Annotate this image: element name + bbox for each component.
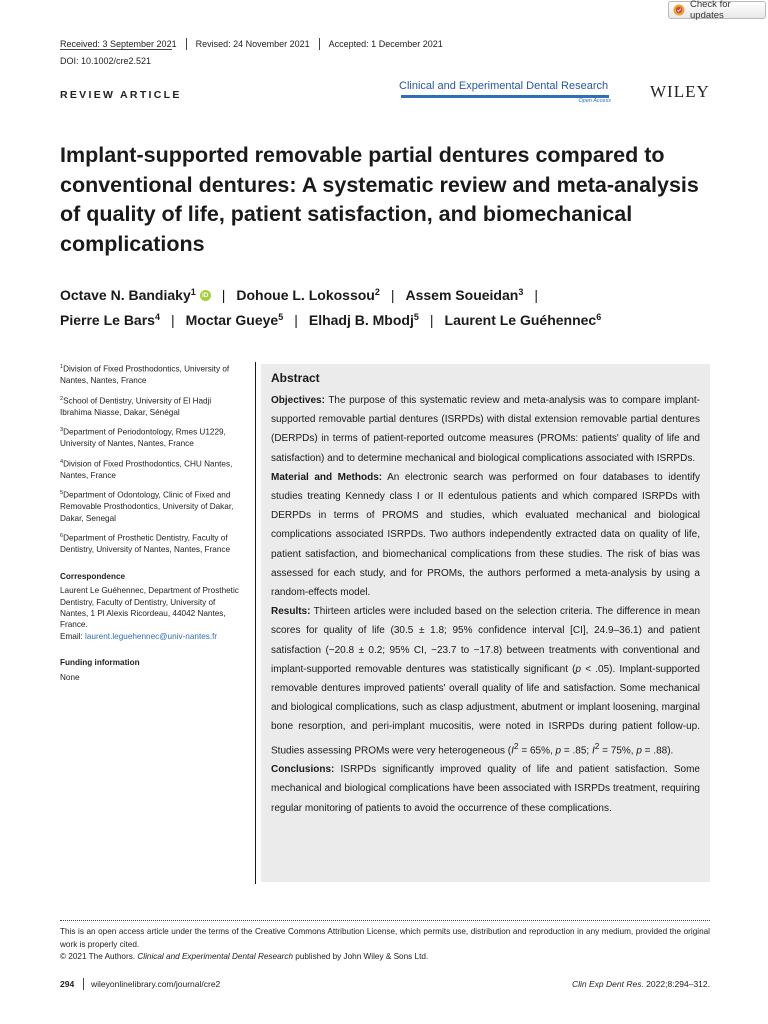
affiliation: $^2$School of Dentistry, University of El Hadji Ibrahima Niasse, Dakar, Sénégal <box>60 395 212 417</box>
open-access-label: Open Access <box>578 98 611 104</box>
correspondence-text: Laurent Le Guéhennec, Department of Prosthetic Dentistry, Faculty of Dentistry, University of Nantes, 1 Pl Alexis Ricordeau, 44042 Nantes, France. Email: laurent.leguehennec@univ-nantes.fr <box>60 586 239 641</box>
author-name[interactable]: Laurent Le Guéhennec$^6$ <box>444 312 602 328</box>
revised-date: Revised: 24 November 2021 <box>186 38 319 50</box>
journal-url-link[interactable]: wileyonlinelibrary.com/journal/cre2 <box>91 979 221 989</box>
author-separator: | <box>221 287 226 303</box>
author-separator: | <box>170 312 175 328</box>
author-name[interactable]: Octave N. Bandiaky$^1$ <box>60 287 196 303</box>
article-title: Implant-supported removable partial dentures compared to conventional dentures: A systematic review and meta-analysis of quality of life, patient satisfaction, and biomechanical complications <box>60 143 699 256</box>
author-name[interactable]: Dohoue L. Lokossou$^2$ <box>236 287 380 303</box>
affiliation: $^4$Division of Fixed Prosthodontics, CHU Nantes, Nantes, France <box>60 458 233 480</box>
author-separator: | <box>390 287 395 303</box>
author-separator: | <box>429 312 434 328</box>
affiliation: $^3$Department of Periodontology, Rmes U1229, University of Nantes, Nantes, France <box>60 427 226 449</box>
citation: Clin Exp Dent Res. 2022;8:294–312. <box>572 979 710 989</box>
copyright-text: © 2021 The Authors. Clinical and Experimental Dental Research published by John Wiley & Sons Ltd. <box>60 952 429 961</box>
correspondence-email-link[interactable]: laurent.leguehennec@univ-nantes.fr <box>85 631 218 641</box>
author-list-row-2 <box>60 312 601 328</box>
abstract-objectives: Objectives: The purpose of this systematic review and meta-analysis was to compare implant-supported removable partial dentures (ISRPDs) with distal extension removable partial dentures (DERPDs) in terms of patient-reported outcome measures (PROMs: patients' quality of life and satisfaction) and to determine mechanical and biological complications associated with ISRPDs. <box>271 395 700 464</box>
update-badge-icon <box>673 4 685 16</box>
abstract-methods: Material and Methods: An electronic search was performed on four databases to identify studies treating Kennedy class I or II edentulous patients and which compared ISRPDs with DERPDs in terms of PROMS and studies, which evaluated mechanical and biological complications associated ISRPDs. Two authors independently extracted data on quality of life, patient satisfaction, and biomechanical complications from these studies. The risk of bias was assessed for each study, and for PROMs, the authors performed a meta-analysis by using a random-effects model. <box>271 471 700 599</box>
affiliation: $^5$Department of Odontology, Clinic of Fixed and Removable Prosthodontics, University of Dakar, Dakar, Senegal <box>60 490 234 523</box>
affiliations-column <box>60 362 245 683</box>
abstract-conclusions: Conclusions: ISRPDs significantly improved quality of life and patient satisfaction. Some mechanical and biological complications have been associated with ISRPDs treatment, requiring regular monitoring of patients to avoid the occurrence of these complications. <box>271 764 700 814</box>
author-name[interactable]: Moctar Gueye$^5$ <box>185 312 284 328</box>
doi[interactable]: DOI: 10.1002/cre2.521 <box>60 56 152 66</box>
column-divider <box>255 362 256 884</box>
journal-logo <box>399 80 611 106</box>
journal-name: Clinical and Experimental Dental Research <box>399 80 609 92</box>
orcid-icon[interactable]: iD <box>200 290 211 301</box>
affiliation: $^6$Department of Prosthetic Dentistry, Faculty of Dentistry, University of Nantes, Nantes, France <box>60 533 231 555</box>
author-separator: | <box>534 287 538 303</box>
check-for-updates-label: Check for updates <box>690 0 731 21</box>
correspondence-heading: Correspondence <box>60 571 126 581</box>
funding-text: None <box>60 672 80 682</box>
abstract-results: Results: Thirteen articles were included based on the selection criteria. The difference in mean scores for quality of life (30.5 ± 1.8; 95% confidence interval [CI], 24.9–36.1) and patient satisfaction (−20.8 ± 0.2; 95% CI, −23.7 to −17.8) between treatments with conventional and implant-supported removable dentures was statistically significant (p < .05). Implant-supported removable dentures improved patients' overall quality of life and satisfaction. Some mechanical and biological complications, such as clasp adjustment, abutment or implant loosening, marginal bone resorption, and peri-implant mucositis, were noted in ISRPDs during patient follow-up. Studies assessing PROMs were very heterogeneous ($I^2 = 65\%$, p = .85; $I^2 = 75\%$, p = .88). <box>271 606 700 756</box>
author-name[interactable]: Pierre Le Bars$^4$ <box>60 312 160 328</box>
abstract-heading: Abstract <box>271 371 320 385</box>
funding-heading: Funding information <box>60 658 140 668</box>
dates-divider <box>60 49 172 50</box>
check-for-updates-button[interactable] <box>668 1 766 19</box>
accepted-date: Accepted: 1 December 2021 <box>319 38 452 50</box>
abstract-box <box>261 364 710 882</box>
page-number: 294 <box>60 978 84 990</box>
license-text: This is an open access article under the terms of the Creative Commons Attribution License, which permits use, distribution and reproduction in any medium, provided the original work is properly cited. <box>60 927 710 949</box>
affiliation: $^1$Division of Fixed Prosthodontics, University of Nantes, Nantes, France <box>60 364 230 386</box>
author-name[interactable]: Assem Soueidan$^3$ <box>405 287 524 303</box>
author-list-row-1 <box>60 287 549 303</box>
author-name[interactable]: Elhadj B. Mbodj$^5$ <box>308 312 419 328</box>
received-date: Received: 3 September 2021 <box>60 39 177 49</box>
footer-divider <box>60 920 710 921</box>
publisher-logo: WILEY <box>650 82 710 101</box>
article-type: REVIEW ARTICLE <box>60 89 182 101</box>
author-separator: | <box>294 312 298 328</box>
